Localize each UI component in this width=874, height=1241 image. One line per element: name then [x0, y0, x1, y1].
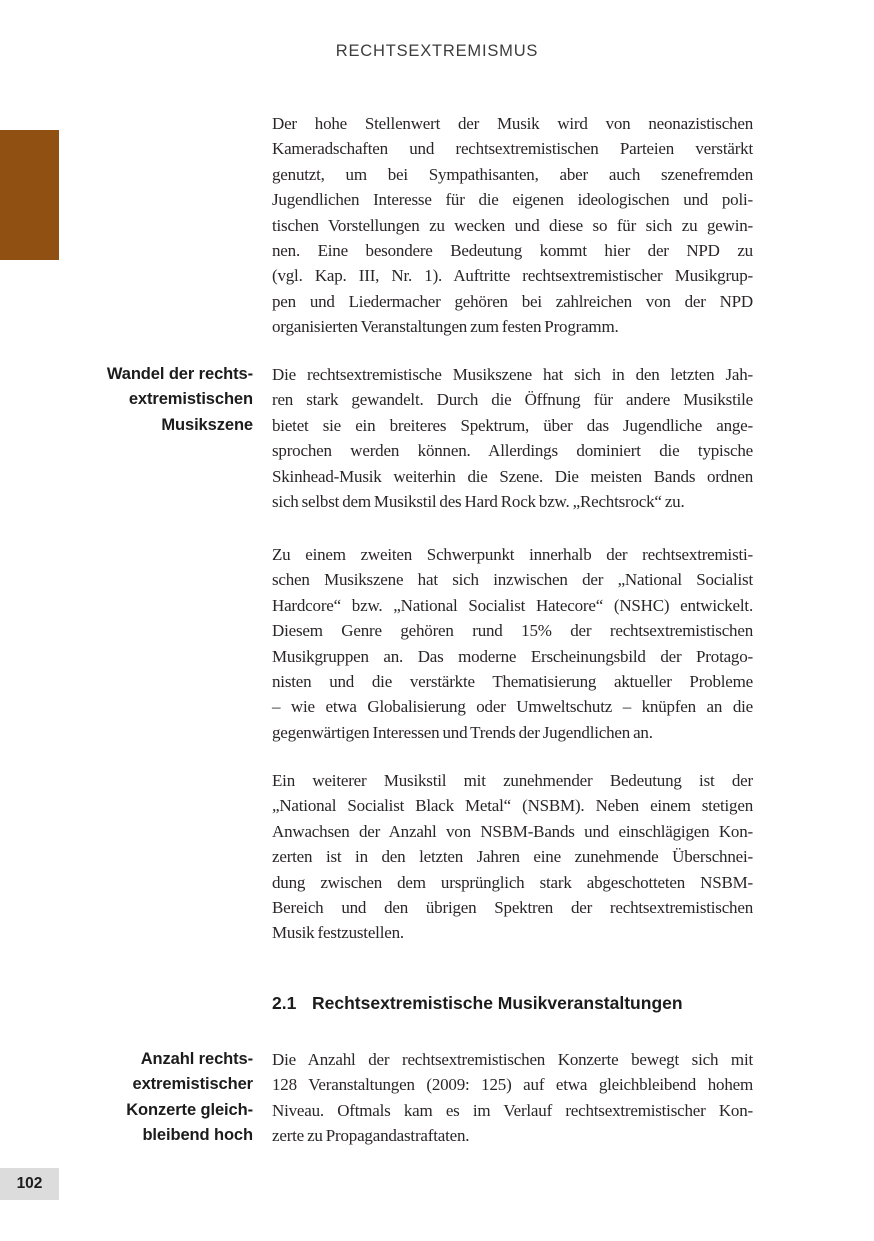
text-line: zerte zu Propagandastraftaten.	[272, 1126, 470, 1146]
text-line: sprochen werden können. Allerdings dominiert die typische	[272, 441, 753, 461]
text-line: (vgl. Kap. III, Nr. 1). Auftritte rechtsextremistischer Musikgrup-	[272, 266, 753, 286]
text-line: organisierten Veranstaltungen zum festen Programm.	[272, 317, 619, 337]
margin-label-wandel-musikszene	[40, 362, 253, 438]
text-line: pen und Liedermacher gehören bei zahlreichen von der NPD	[272, 291, 753, 311]
body-paragraph-5	[272, 1047, 753, 1149]
text-line: Hardcore“ bzw. „National Socialist Hatecore“ (NSHC) entwickelt.	[272, 595, 753, 615]
text-line: dung zwischen dem ursprünglich stark abgeschotteten NSBM-	[272, 872, 753, 892]
text-line: Musik festzustellen.	[272, 923, 404, 943]
section-number: 2.1	[272, 993, 297, 1013]
text-line: 128 Veranstaltungen (2009: 125) auf etwa gleichbleibend hohem	[272, 1075, 753, 1095]
chapter-margin-tab	[0, 130, 59, 260]
section-title: Rechtsextremistische Musikveranstaltungen	[312, 993, 683, 1013]
page-number-badge	[0, 1168, 59, 1200]
section-heading-2-1	[272, 990, 753, 1016]
text-line: bietet sie ein breiteres Spektrum, über das Jugendliche ange-	[272, 415, 753, 435]
text-line: nen. Eine besondere Bedeutung kommt hier der NPD zu	[272, 241, 753, 261]
text-line: Die rechtsextremistische Musikszene hat sich in den letzten Jah-	[272, 365, 753, 384]
text-line: bleibend hoch	[142, 1126, 253, 1145]
text-line: Ein weiterer Musikstil mit zunehmender Bedeutung ist der	[272, 771, 753, 790]
text-line: Wandel der rechts-	[106, 365, 253, 383]
text-line: Jugendlichen Interesse für die eigenen ideologischen und poli-	[272, 190, 753, 210]
text-line: Skinhead-Musik weiterhin die Szene. Die meisten Bands ordnen	[272, 466, 753, 486]
body-paragraph-2	[272, 362, 753, 514]
text-line: Der hohe Stellenwert der Musik wird von neonazistischen	[272, 114, 753, 133]
text-line: Kameradschaften und rechtsextremistischen Parteien verstärkt	[272, 139, 753, 159]
text-line: sich selbst dem Musikstil des Hard Rock bzw. „Rechtsrock“ zu.	[272, 492, 685, 512]
running-header: RECHTSEXTREMISMUS	[335, 42, 539, 60]
margin-label-anzahl-konzerte	[40, 1047, 253, 1149]
text-line: ren stark gewandelt. Durch die Öffnung für andere Musikstile	[272, 390, 753, 410]
text-line: zerten ist in den letzten Jahren eine zunehmende Überschnei-	[272, 847, 753, 867]
body-paragraph-3	[272, 542, 753, 745]
text-line: Die Anzahl der rechtsextremistischen Konzerte bewegt sich mit	[272, 1050, 753, 1069]
text-line: Anwachsen der Anzahl von NSBM-Bands und einschlägigen Kon-	[272, 821, 753, 841]
text-line: schen Musikszene hat sich inzwischen der „National Socialist	[272, 570, 753, 590]
text-line: nisten und die verstärkte Thematisierung aktueller Probleme	[272, 672, 753, 692]
body-paragraph-4	[272, 768, 753, 946]
text-line: Bereich und den übrigen Spektren der rechtsextremistischen	[272, 898, 753, 918]
page-number: 102	[16, 1175, 43, 1192]
text-line: extremistischen	[128, 390, 253, 409]
text-line: Musikgruppen an. Das moderne Erscheinungsbild der Protago-	[272, 646, 753, 666]
text-line: gegenwärtigen Interessen und Trends der Jugendlichen an.	[272, 722, 653, 742]
text-line: tischen Vorstellungen zu wecken und diese so für sich zu gewin-	[272, 215, 753, 235]
text-line: Musikszene	[161, 415, 253, 434]
text-line: Zu einem zweiten Schwerpunkt innerhalb der rechtsextremisti-	[272, 545, 753, 564]
text-line: „National Socialist Black Metal“ (NSBM). Neben einem stetigen	[272, 796, 753, 816]
text-line: extremistischer	[132, 1075, 253, 1094]
text-line: Anzahl rechts-	[140, 1050, 253, 1068]
body-paragraph-1	[272, 111, 753, 340]
text-line: – wie etwa Globalisierung oder Umweltschutz – knüpfen an die	[272, 697, 753, 717]
text-line: genutzt, um bei Sympathisanten, aber auch szenefremden	[272, 164, 753, 184]
text-line: Konzerte gleich-	[126, 1100, 253, 1119]
text-line: Diesem Genre gehören rund 15% der rechtsextremistischen	[272, 621, 753, 641]
text-line: Niveau. Oftmals kam es im Verlauf rechtsextremistischer Kon-	[272, 1100, 753, 1120]
